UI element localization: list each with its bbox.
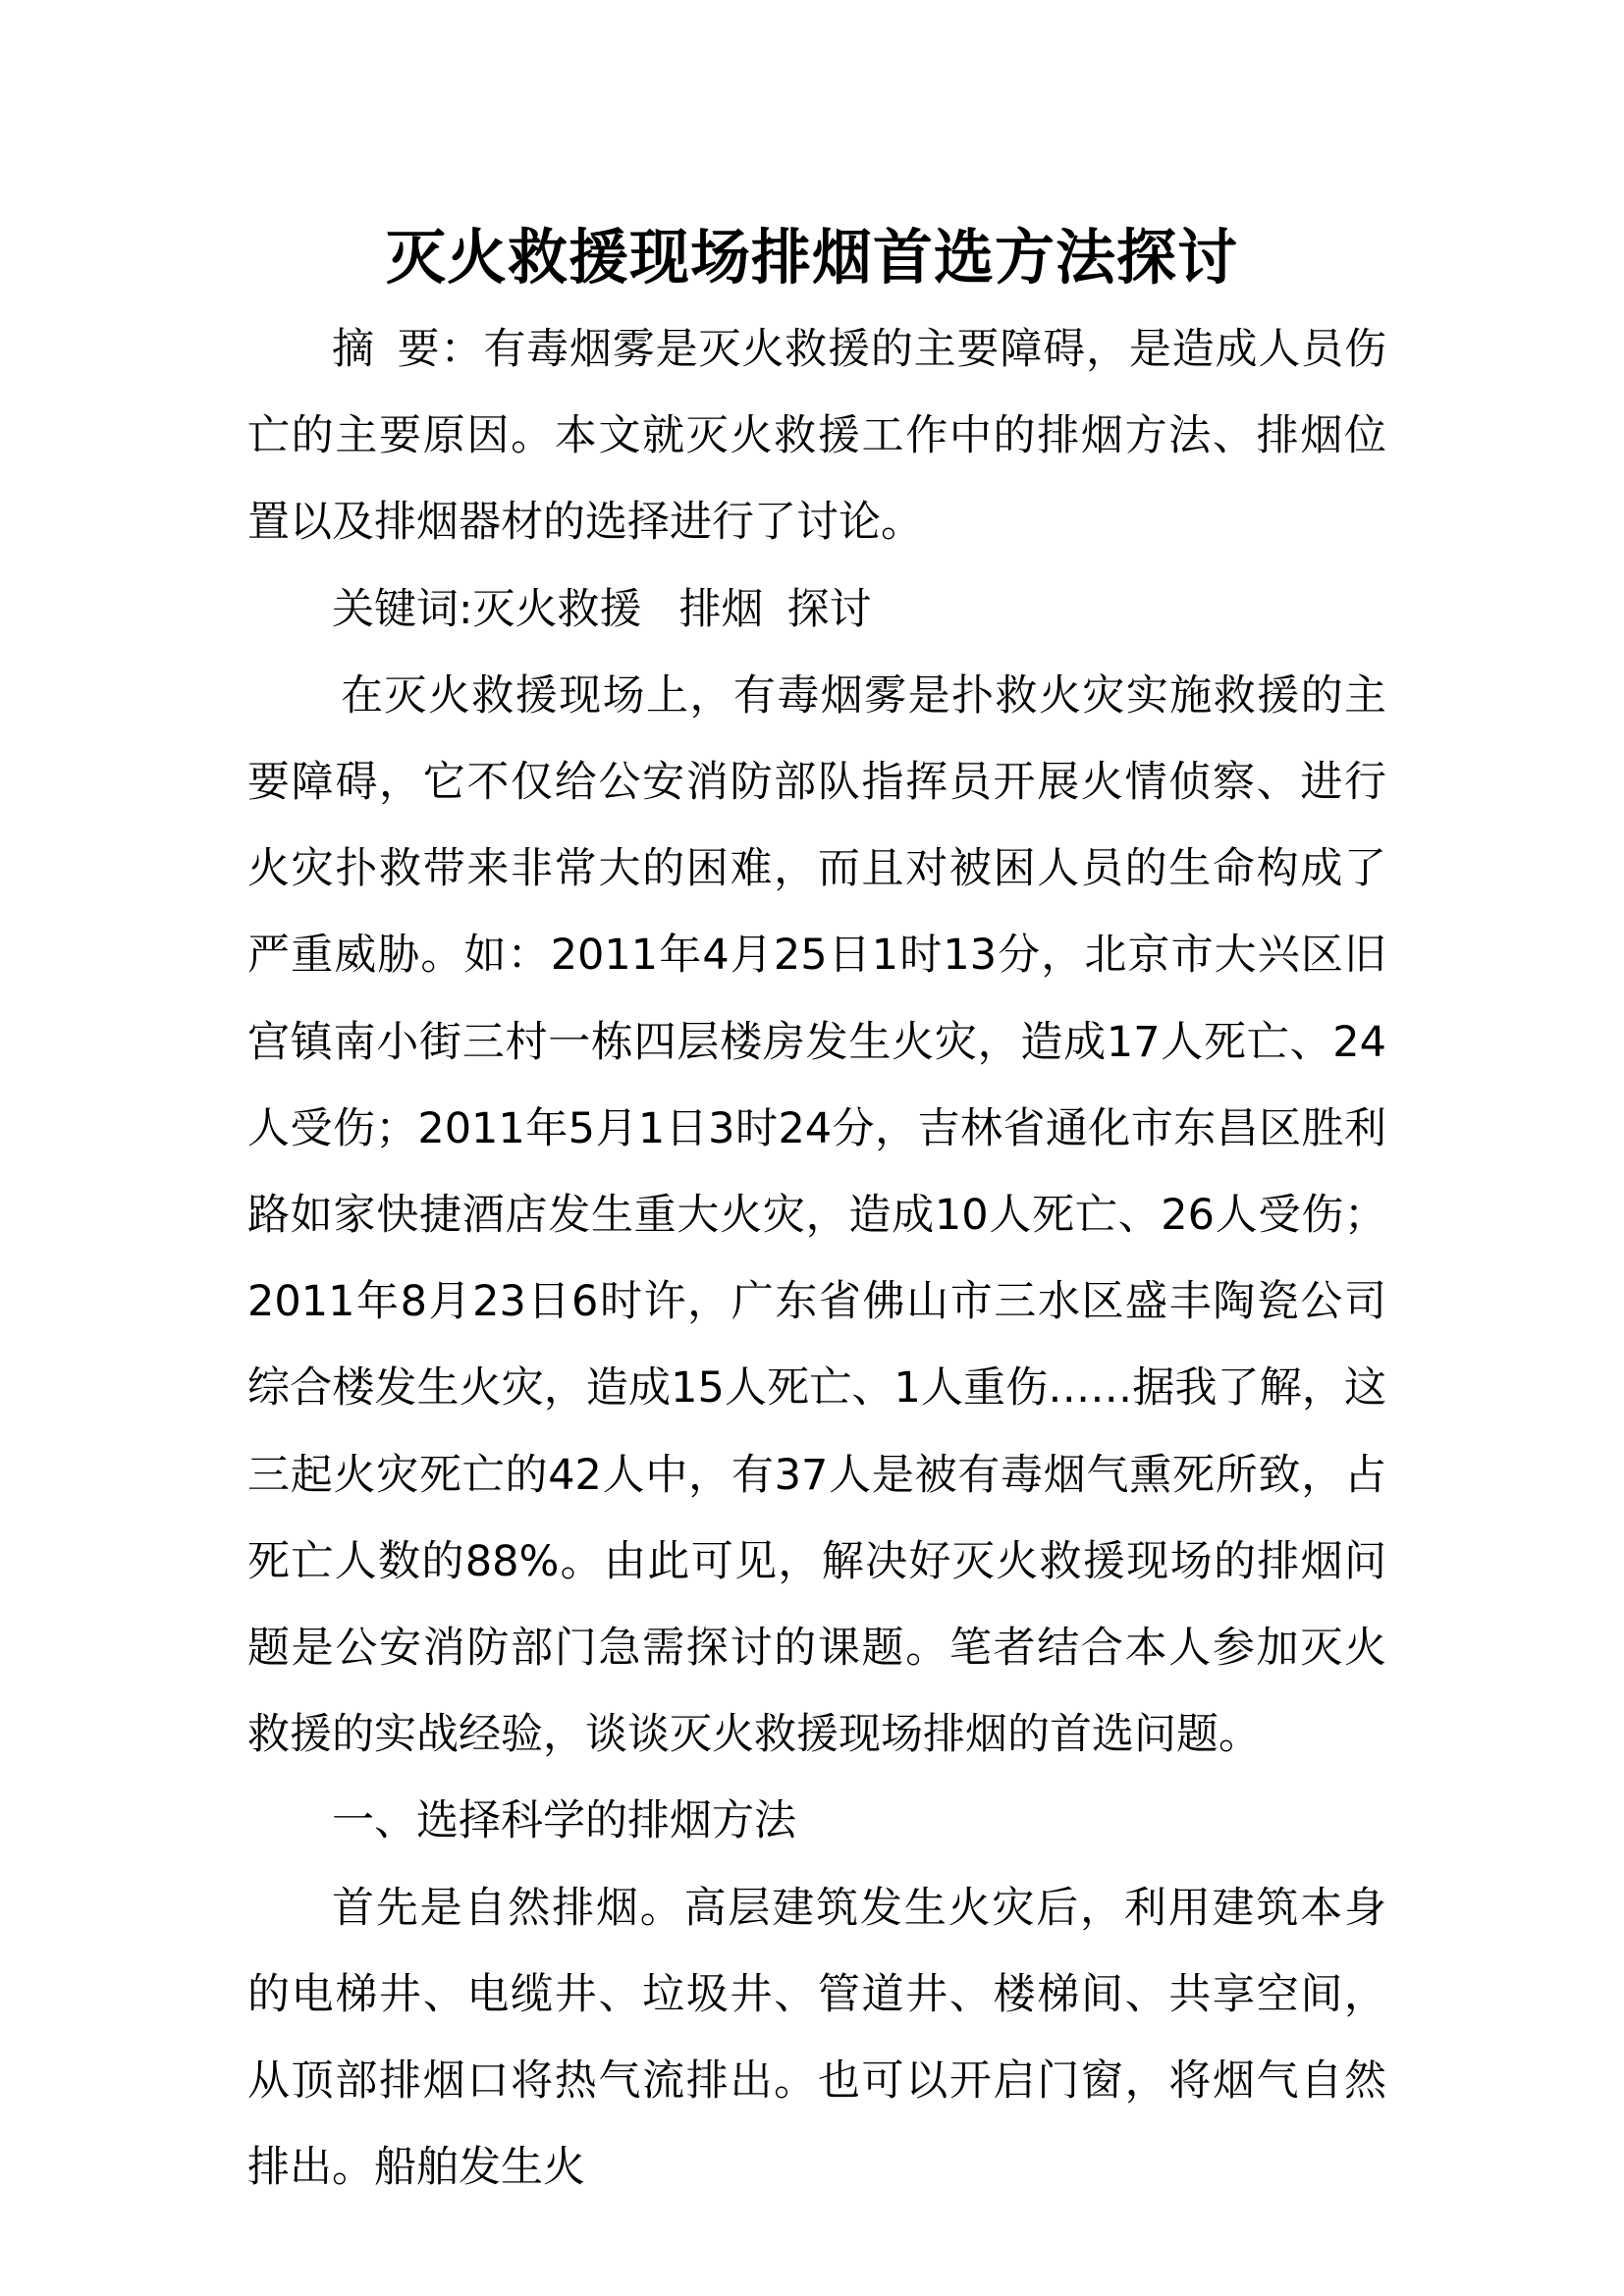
keyword-item: 灭火救援 [472,584,642,634]
document-body [247,306,1386,2211]
abstract-label-2: 要： [396,325,484,374]
intro-paragraph: 在灭火救援现场上，有毒烟雾是扑救火灾实施救援的主要障碍，它不仅给公安消防部队指挥员开展火情侦察、进行火灾扑救带来非常大的困难，而且对被困人员的生命构成了严重威胁。如：2011年4月25日1时13分，北京市大兴区旧宫镇南小街三村一栋四层楼房发生火灾，造成17人死亡、24人受伤；2011年5月1日3时24分，吉林省通化市东昌区胜利路如家快捷酒店发生重大火灾，造成10人死亡、26人受伤；2011年8月23日6时许，广东省佛山市三水区盛丰陶瓷公司综合楼发生火灾，造成15人死亡、1人重伤……据我了解，这三起火灾死亡的42人中，有37人是被有毒烟气熏死所致，占死亡人数的88%。由此可见，解决好灭火救援现场的排烟问题是公安消防部门急需探讨的课题。笔者结合本人参加灭火救援的实战经验，谈谈灭火救援现场排烟的首选问题。 [247,670,1386,1760]
section-paragraph: 首先是自然排烟。高层建筑发生火灾后，利用建筑本身的电梯井、电缆井、垃圾井、管道井、楼梯间、共享空间，从顶部排烟口将热气流排出。也可以开启门窗，将烟气自然排出。船舶发生火 [247,1883,1386,2193]
abstract-label-1: 摘 [332,325,375,374]
document-title: 灭火救援现场排烟首选方法探讨 [385,223,1238,293]
section-heading: 一、选择科学的排烟方法 [332,1796,796,1846]
keyword-item: 探讨 [786,584,872,634]
keywords-paragraph [247,566,1386,653]
keywords-label: 关键词: [332,584,473,634]
keyword-item: 排烟 [678,584,764,634]
abstract-paragraph [247,306,1386,566]
abstract-text: 有毒烟雾是灭火救援的主要障碍，是造成人员伤亡的主要原因。本文就灭火救援工作中的排烟方法、排烟位置以及排烟器材的选择进行了讨论。 [247,325,1387,548]
